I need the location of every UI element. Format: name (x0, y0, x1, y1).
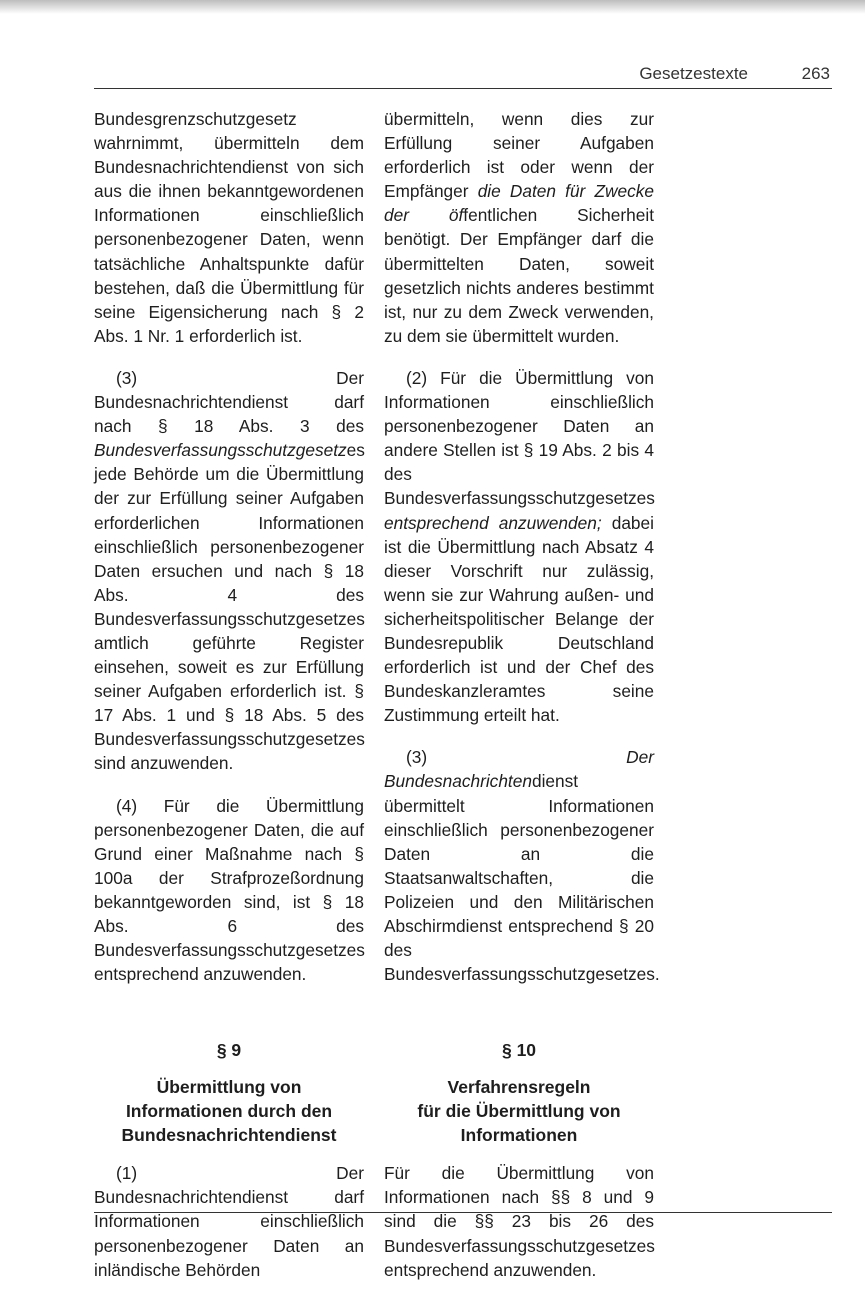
section-title-line: Bundesnachrichtendienst (121, 1125, 337, 1146)
footer-rule (94, 1212, 832, 1213)
section-10-paragraph (384, 1161, 654, 1281)
section-title-line: Informationen (460, 1125, 578, 1146)
paragraph-text: dienst übermittelt Informationen einschließlich personenbezogener Daten an die Staatsanwaltschaften, die Polizeien und den Militärischen Abschirmdienst entsprechend § 20 des Bundesverfassungsschutzgesetzes. (384, 771, 660, 985)
section-title-line: für die Übermittlung von (417, 1101, 621, 1122)
paragraph-text: (3) Der Bundesnachrichtendienst darf nach § 18 Abs. 3 des (94, 367, 364, 437)
paragraph-text: dabei ist die Übermittlung nach Absatz 4 dieser Vorschrift nur zulässig, wenn sie zur Wahrung außen- und sicherheitspolitischer Belange der Bundesrepublik Deutschland erforderlich ist und der Chef des Bundeskanzleramtes seine Zustimmung erteilt hat. (384, 512, 654, 726)
section-9-paragraph-1 (94, 1161, 364, 1281)
right-column (384, 107, 660, 1300)
paragraph-3 (94, 366, 364, 776)
paragraph-text: (1) Der Bundesnachrichtendienst darf Informationen einschließlich personenbezogener Daten an inländische Behörden (94, 1163, 364, 1280)
paragraph-emphasis: die Daten für Zwecke der öf (384, 181, 654, 226)
paragraph-text: übermitteln, wenn dies zur Erfüllung seiner Aufgaben erforderlich ist oder wenn der Empfänger (384, 109, 654, 202)
page-header (94, 62, 832, 89)
paragraph-text: Bundesgrenzschutzgesetz wahrnimmt, übermitteln dem Bundesnachrichtendienst von sich aus die ihnen bekanntgewordenen Informationen einschließlich personenbezogener Daten, wenn tatsächliche Anhaltspunkte dafür bestehen, daß die Übermittlung für seine Eigensicherung nach § 2 Abs. 1 Nr. 1 erforderlich ist. (94, 109, 364, 346)
paragraph-text: (4) Für die Übermittlung personenbezogener Daten, die auf Grund einer Maßnahme nach § 100a der Strafprozeßordnung bekanntgeworden sind, ist § 18 Abs. 6 des Bundesverfassungsschutzgesetzes entsprechend anzuwenden. (94, 795, 365, 985)
spacer (94, 1004, 364, 1040)
paragraph-emphasis: Bundesverfassungsschutzgesetz (94, 440, 347, 461)
paragraph-text: (2) Für die Übermittlung von Informationen einschließlich personenbezogener Daten an andere Stellen ist § 19 Abs. 2 bis 4 des Bundesverfassungsschutzgesetzes (384, 367, 655, 509)
page-number: 263 (801, 64, 830, 83)
paragraph-2 (384, 366, 654, 727)
paragraph-emphasis: Der Bundesnachrichten (384, 747, 654, 792)
paragraph-text: (3) (406, 747, 627, 768)
paragraph-4 (94, 794, 364, 987)
section-title-line: Übermittlung von (156, 1077, 302, 1098)
scan-edge-shadow (0, 0, 865, 14)
paragraph-3 (384, 745, 660, 986)
paragraph-continuation (384, 107, 654, 348)
section-title-10 (384, 1075, 654, 1147)
left-column (94, 107, 364, 1300)
section-title-9 (94, 1075, 364, 1147)
section-number-10: § 10 (501, 1040, 537, 1061)
section-title-line: Verfahrensregeln (447, 1077, 591, 1098)
spacer (384, 1004, 654, 1040)
running-title: Gesetzestexte (639, 64, 748, 83)
paragraph-continuation (94, 107, 364, 348)
paragraph-text: fentlichen Sicherheit benötigt. Der Empfänger darf die übermittelten Daten, soweit gesetzlich nichts anderes bestimmt ist, nur zu dem Zweck verwenden, zu dem sie übermittelt wurden. (384, 205, 654, 346)
paragraph-text: es jede Behörde um die Übermittlung der zur Erfüllung seiner Aufgaben erforderlichen Informationen einschließlich personenbezogener Daten ersuchen und nach § 18 Abs. 4 des Bundesverfassungsschutzgesetzes amtlich geführte Register einsehen, soweit es zur Erfüllung seiner Aufgaben erforderlich ist. § 17 Abs. 1 und § 18 Abs. 5 des Bundesverfassungsschutzgesetzes sind anzuwenden. (94, 440, 365, 774)
section-title-line: Informationen durch den (125, 1101, 333, 1122)
paragraph-text: Für die Übermittlung von Informationen nach §§ 8 und 9 sind die §§ 23 bis 26 des Bundesverfassungsschutzgesetzes entsprechend anzuwenden. (384, 1163, 655, 1280)
paragraph-emphasis: entsprechend anzuwenden; (384, 512, 602, 533)
section-number-9: § 9 (216, 1040, 242, 1061)
